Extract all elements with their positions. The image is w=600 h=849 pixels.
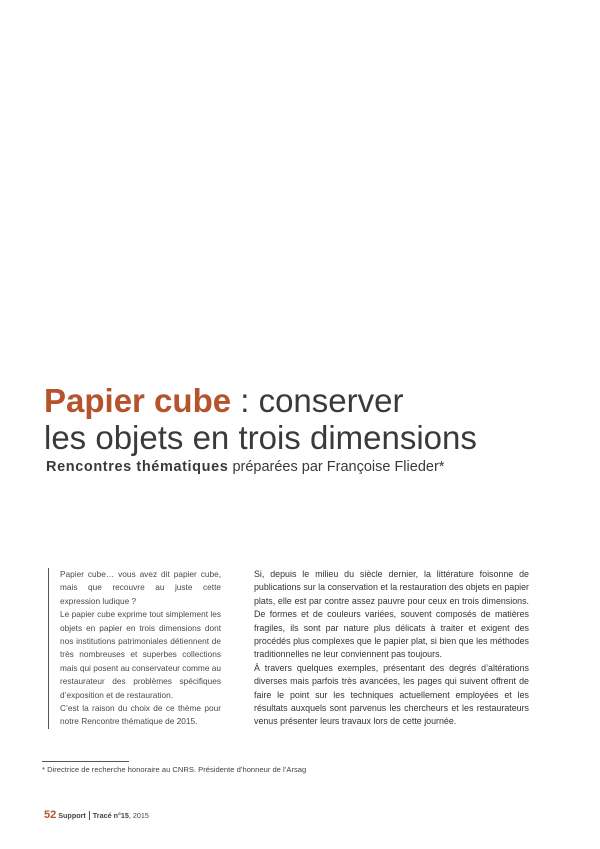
intro-paragraph: Papier cube… vous avez dit papier cube, mais que recouvre au juste cette expression ludique ? <box>60 569 221 606</box>
body-paragraph: À travers quelques exemples, présentant des degrés d’altérations diverses mais parfois très avancées, les pages qui suivent offrent de faire le point sur les techniques actuellement employées et les résultats auxquels sont parvenus les chercheurs et les restaurateurs venus présenter leurs travaux lors de cette journée. <box>254 662 529 727</box>
footer-journal: Tracé n°15 <box>92 811 129 820</box>
title-accent: Papier cube <box>44 382 232 419</box>
article-subtitle <box>46 459 444 475</box>
page-number: 52 <box>44 809 57 821</box>
title-line-2: les objets en trois dimensions <box>44 419 477 456</box>
main-column <box>254 568 529 729</box>
intro-paragraph: C’est la raison du choix de ce thème pour notre Rencontre thématique de 2015. <box>60 703 221 727</box>
intro-paragraph: Le papier cube exprime tout simplement les objets en papier en trois dimensions dont nos institutions patrimoniales détiennent de très nombreuses et superbes collections mais qui posent au conservateur comme au restaurateur des problèmes spécifiques d’exposition et de restauration. <box>60 609 221 700</box>
footer-separator <box>89 811 90 820</box>
title-rest: : conserver <box>231 382 404 419</box>
footnote-divider <box>42 761 129 762</box>
page-footer <box>44 809 149 822</box>
footer-section: Support <box>58 811 86 820</box>
body-paragraph: Si, depuis le milieu du siècle dernier, la littérature foisonne de publications sur la conservation et la restauration des objets en papier plats, elle est par contre assez pauvre pour ceux en trois dimensions. De formes et de couleurs variées, souvent composés de matières fragiles, ils sont par nature plus délicats à traiter et exigent des procédés plus complexes que le papier plat, si bien que les méthodes traditionnelles ne leur conviennent pas toujours. <box>254 569 529 660</box>
intro-column <box>48 568 221 729</box>
subtitle-author: préparées par Françoise Flieder* <box>228 459 445 475</box>
article-title <box>44 382 477 456</box>
footer-year: , 2015 <box>128 811 149 820</box>
subtitle-section: Rencontres thématiques <box>46 459 229 475</box>
footnote: * Directrice de recherche honoraire au CNRS. Présidente d’honneur de l’Arsag <box>42 765 307 774</box>
